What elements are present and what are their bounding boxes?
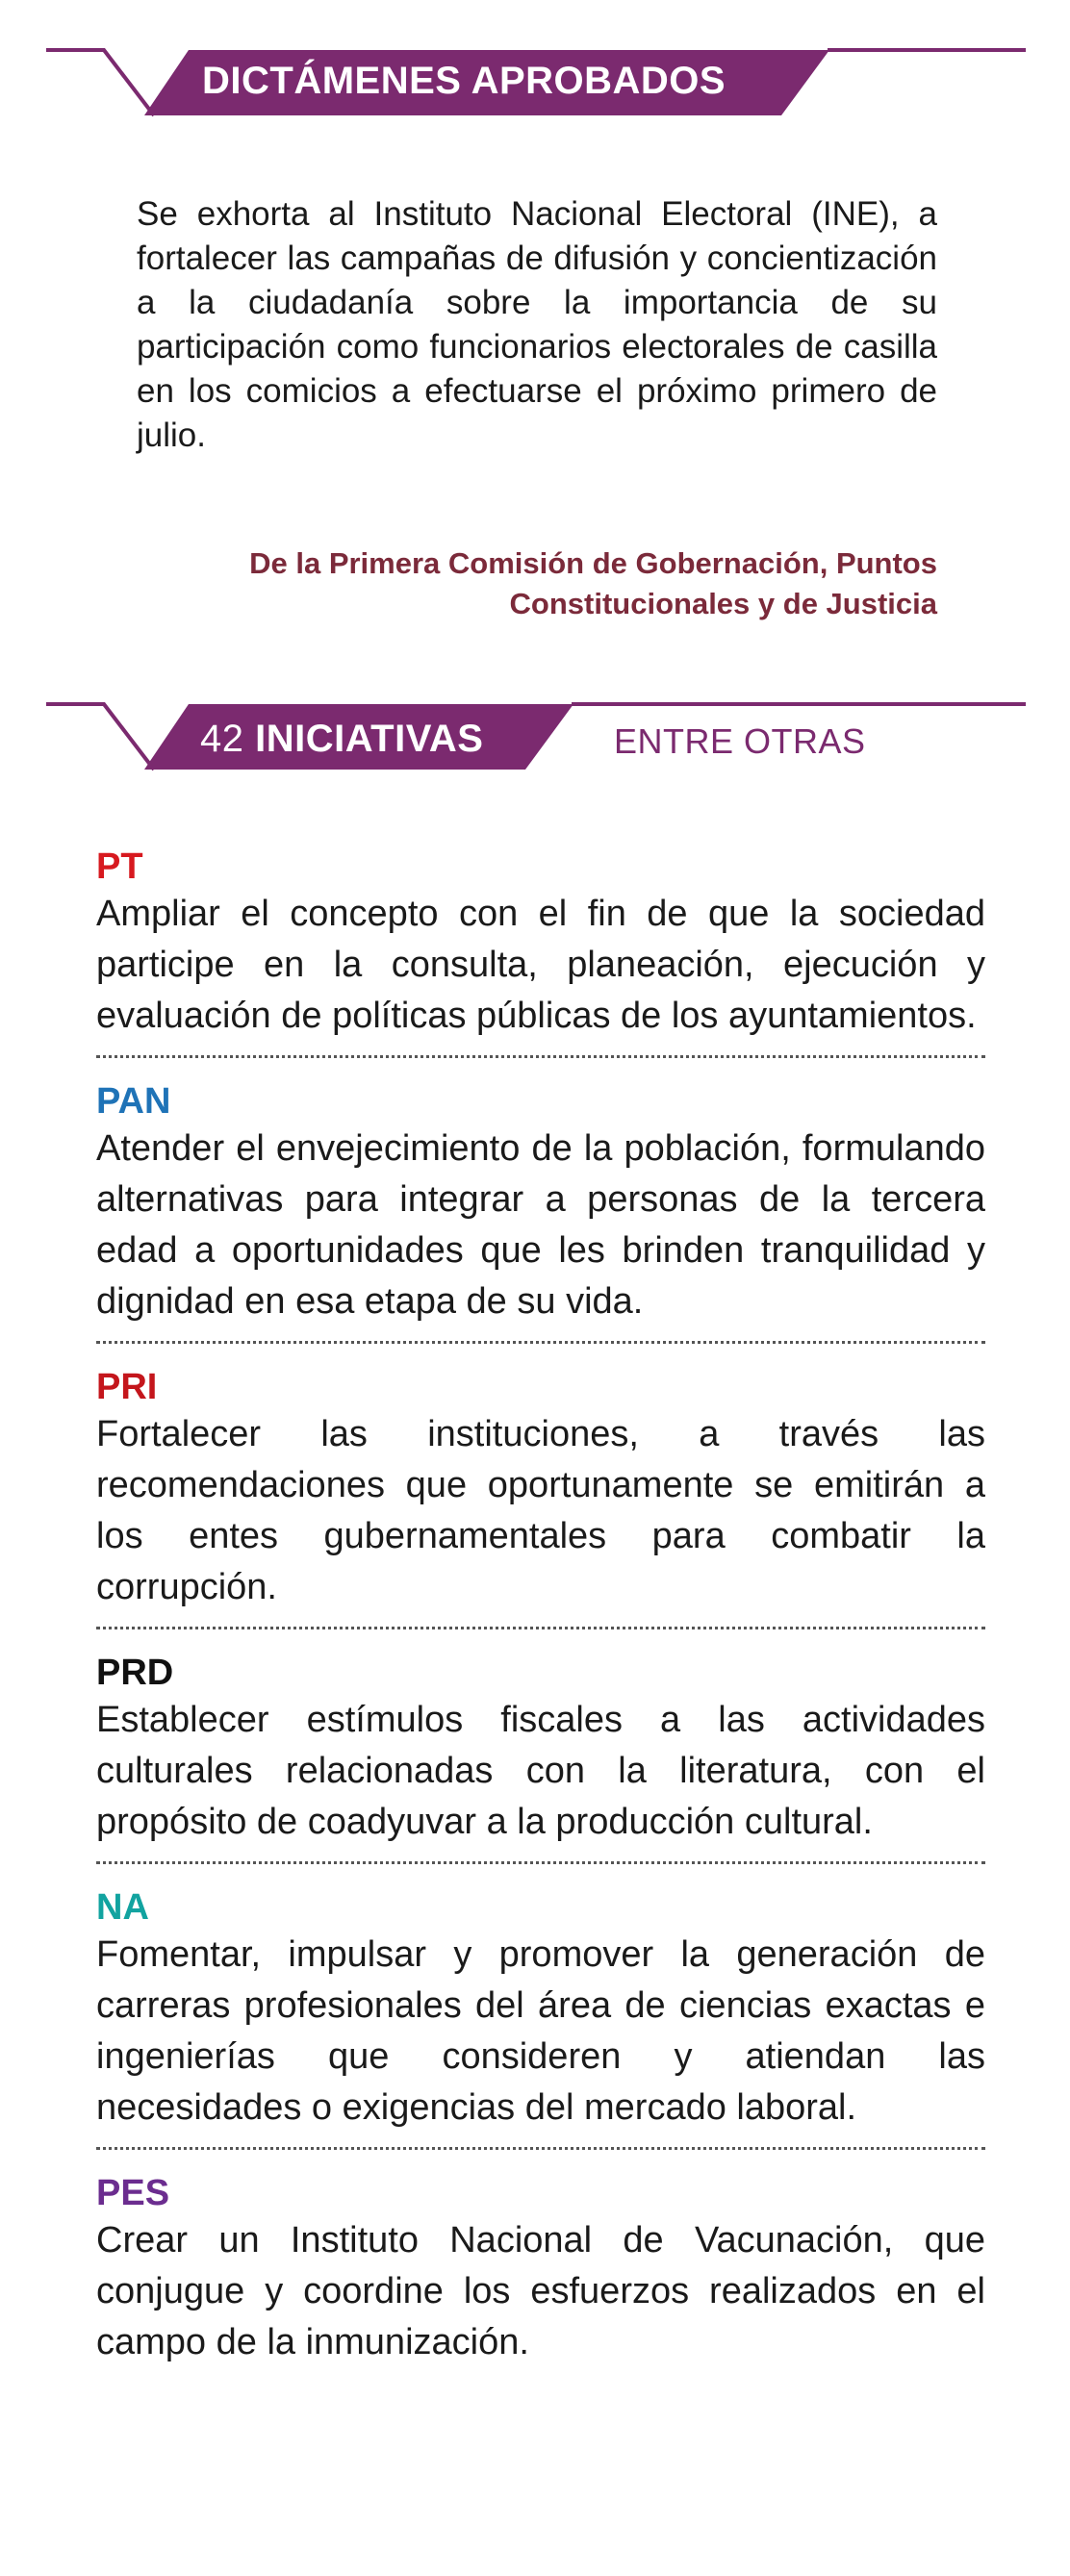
party-label: NA: [96, 1887, 149, 1928]
iniciativas-count: 42: [200, 718, 244, 760]
initiative-text: Crear un Instituto Nacional de Vacunación, que conjugue y coordine los esfuerzos realizados en el campo de la inmunización.: [96, 2220, 985, 2362]
initiative-text: Fomentar, impulsar y promover la generación de carreras profesionales del área de ciencias exactas e ingenierías que consideren y atiendan las necesidades o exigencias del mercado laboral.: [96, 1934, 985, 2128]
initiative-text: Ampliar el concepto con el fin de que la sociedad participe en la consulta, planeación, ejecución y evaluación de políticas públicas de los ayuntamientos.: [96, 894, 985, 1036]
banner-shape: [0, 700, 1070, 787]
initiative-item: [96, 839, 985, 1058]
initiative-text: Fortalecer las instituciones, a través las recomendaciones que oportunamente se emitirán a los entes gubernamentales para combatir la corrupción.: [96, 1414, 985, 1607]
party-label: PRD: [96, 1653, 174, 1693]
initiative-item: [96, 1359, 985, 1629]
initiative-item: [96, 1645, 985, 1864]
initiative-text: Establecer estímulos fiscales a las actividades culturales relacionadas con la literatura, con el propósito de coadyuvar a la producción cultural.: [96, 1700, 985, 1842]
initiative-item: [96, 1073, 985, 1344]
iniciativas-banner: [0, 700, 1070, 787]
dictamen-source: De la Primera Comisión de Gobernación, Puntos Constitucionales y de Justicia: [249, 546, 937, 620]
party-label: PES: [96, 2173, 170, 2213]
dictamenes-title: DICTÁMENES APROBADOS: [202, 60, 726, 102]
iniciativas-label: INICIATIVAS: [255, 718, 484, 760]
dictamen-text: Se exhorta al Instituto Nacional Electoral (INE), a fortalecer las campañas de difusión y concientización a la ciudadanía sobre la importancia de su participación como funcionarios electorales de casilla en los comicios a efectuarse el próximo primero de julio.: [137, 195, 937, 454]
initiatives-list: [96, 839, 985, 2397]
iniciativas-title: [200, 718, 483, 761]
iniciativas-aside: ENTRE OTRAS: [614, 721, 866, 761]
party-label: PAN: [96, 1081, 171, 1122]
initiative-item: [96, 2165, 985, 2382]
initiative-text: Atender el envejecimiento de la población, formulando alternativas para integrar a personas de la tercera edad a oportunidades que les brinden tranquilidad y dignidad en esa etapa de su vida.: [96, 1128, 985, 1322]
party-label: PT: [96, 846, 143, 887]
initiative-item: [96, 1880, 985, 2150]
party-label: PRI: [96, 1367, 158, 1407]
dictamenes-banner: [0, 46, 1070, 133]
